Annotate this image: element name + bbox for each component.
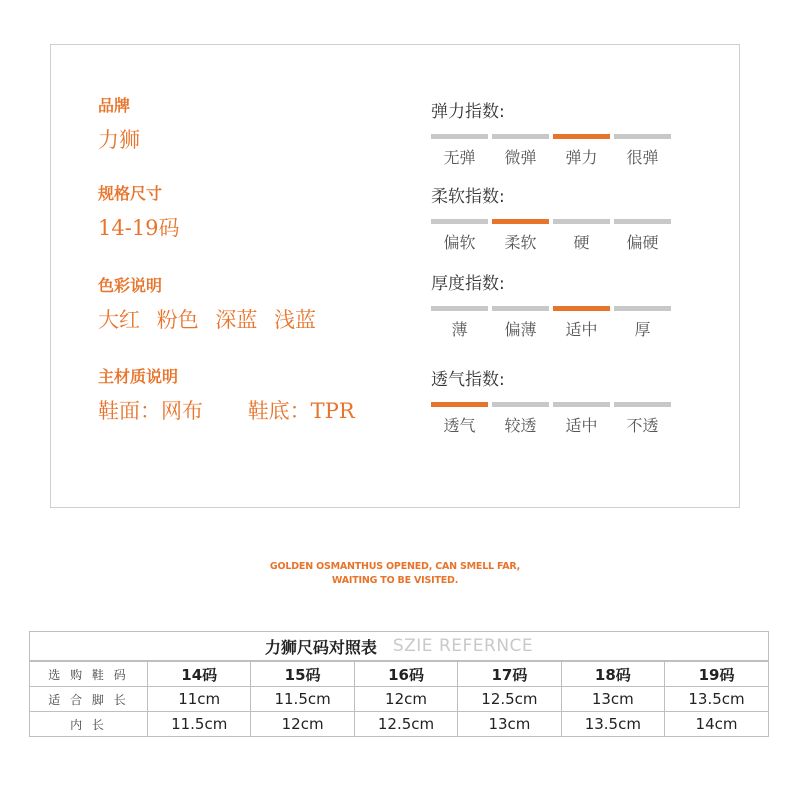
size-reference-table [29,631,769,737]
index-option [614,219,671,253]
row-label: 适 合 脚 长 [30,687,148,712]
spec-value [98,304,326,334]
index-option [553,402,610,436]
table-row [30,687,768,712]
spec-label: 品牌 [98,96,131,115]
spec-value-item: 鞋面：网布 [98,399,203,423]
spec-color [98,273,326,334]
index-option [614,134,671,168]
index-bar [553,134,610,139]
spec-value-item: 深蓝 [215,308,258,332]
index-bar [492,134,549,139]
index-option [553,219,610,253]
index-option-label: 适中 [565,320,598,339]
index-scale [431,306,701,340]
spec-value-item: 粉色 [156,308,199,332]
index-option [431,402,488,436]
index-option [431,134,488,168]
index-bar [492,219,549,224]
spec-value [98,212,190,242]
index-bar [614,306,671,311]
index-option-label: 很弹 [626,148,659,167]
table-title: 力狮尺码对照表 [264,637,377,657]
index-option-label: 较透 [504,416,537,435]
spec-value-item: 14-19码 [98,216,180,240]
index-bar [492,402,549,407]
table-cell: 13.5cm [665,687,768,712]
size-cell: 19码 [665,662,768,687]
table-cell: 12cm [251,712,354,737]
index-option [492,134,549,168]
index-option-label: 薄 [451,320,468,339]
row-label: 内 长 [30,712,148,737]
spec-size [98,181,190,242]
spec-value-item: 鞋底：TPR [247,399,355,423]
index-title: 弹力指数: [431,102,505,122]
table-cell: 11.5cm [251,687,354,712]
index-option [492,402,549,436]
index-scale [431,134,701,168]
spec-label: 主材质说明 [98,367,179,386]
index-scale [431,219,701,253]
size-cell: 16码 [354,662,457,687]
spec-label: 色彩说明 [98,276,163,295]
table-row [30,712,768,737]
index-option-label: 适中 [565,416,598,435]
index-scale [431,402,701,436]
index-option-label: 硬 [573,233,590,252]
table-cell: 14cm [665,712,768,737]
slogan-line: GOLDEN OSMANTHUS OPENED, CAN SMELL FAR, [269,561,521,572]
index-bar [614,219,671,224]
index-bar [553,219,610,224]
spec-value [98,395,365,425]
table-cell: 13cm [561,687,664,712]
spec-value [98,124,150,154]
index-option-label: 微弹 [504,148,537,167]
table-subtitle: SZIE REFERNCE [392,636,534,656]
size-cell: 15码 [251,662,354,687]
size-grid [30,661,768,736]
index-option [553,134,610,168]
spec-value-item: 力狮 [98,128,140,152]
elasticity-index [431,97,701,168]
spec-material [98,364,365,425]
index-bar [614,402,671,407]
slogan-line: WAITING TO BE VISITED. [331,575,459,586]
spec-label: 规格尺寸 [98,184,163,203]
index-title: 透气指数: [431,370,505,390]
index-option-label: 偏软 [443,233,476,252]
size-cell: 18码 [561,662,664,687]
index-option-label: 厚 [634,320,651,339]
index-title: 厚度指数: [431,274,505,294]
table-cell: 13.5cm [561,712,664,737]
table-cell: 12cm [354,687,457,712]
spec-value-item: 浅蓝 [274,308,317,332]
index-option [553,306,610,340]
table-cell: 11cm [148,687,251,712]
table-header [30,632,768,661]
size-cell: 14码 [148,662,251,687]
table-cell: 12.5cm [458,687,561,712]
index-option-label: 弹力 [565,148,598,167]
slogan [0,560,790,588]
spec-brand [98,93,150,154]
index-option-label: 不透 [626,416,659,435]
table-cell: 13cm [458,712,561,737]
index-option [431,219,488,253]
index-option [492,219,549,253]
size-cell: 17码 [458,662,561,687]
index-bar [492,306,549,311]
index-bar [553,402,610,407]
index-title: 柔软指数: [431,187,505,207]
product-spec-panel [50,44,740,508]
index-bar [431,134,488,139]
index-bar [431,306,488,311]
table-cell: 12.5cm [354,712,457,737]
index-option-label: 偏薄 [504,320,537,339]
softness-index [431,182,701,253]
index-option-label: 透气 [443,416,476,435]
spec-value-item: 大红 [98,308,140,332]
index-bar [431,402,488,407]
index-option [492,306,549,340]
thickness-index [431,269,701,340]
index-bar [431,219,488,224]
index-option [614,402,671,436]
index-option-label: 无弹 [443,148,476,167]
table-cell: 11.5cm [148,712,251,737]
breathability-index [431,365,701,436]
table-row [30,662,768,687]
index-option [614,306,671,340]
index-option-label: 柔软 [504,233,537,252]
index-option [431,306,488,340]
index-bar [553,306,610,311]
index-option-label: 偏硬 [626,233,659,252]
index-bar [614,134,671,139]
row-label: 选 购 鞋 码 [30,662,148,687]
